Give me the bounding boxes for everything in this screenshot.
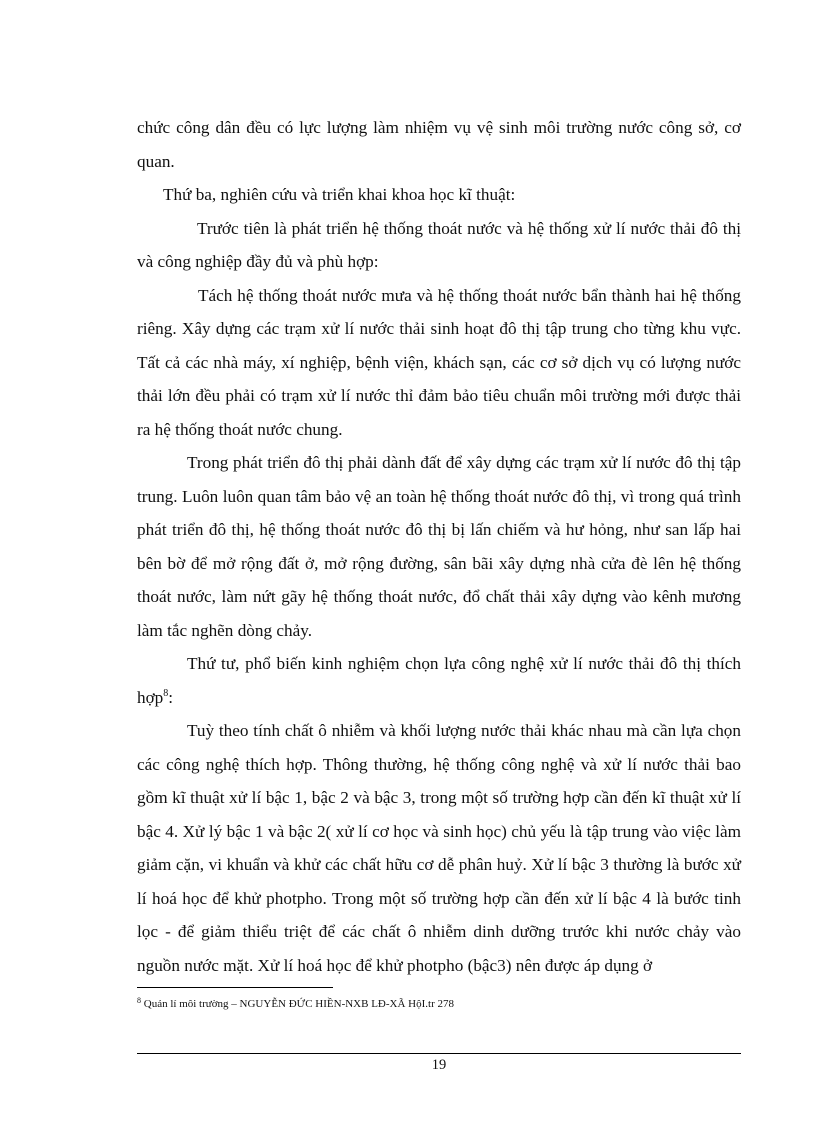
- footnote: [137, 997, 454, 1011]
- paragraph-6-text: Thứ tư, phổ biến kinh nghiệm chọn lựa công nghệ xử lí nước thải đô thị thích hợp: [137, 654, 741, 707]
- paragraph-7: Tuỳ theo tính chất ô nhiễm và khối lượng nước thải khác nhau mà cần lựa chọn các công nghệ thích hợp. Thông thường, hệ thống công nghệ và xử lí nước thải bao gồm kĩ thuật xử lí bậc 1, bậc 2 và bậc 3, trong một số trường hợp cần đến kĩ thuật xử lí bậc 4. Xử lý bậc 1 và bậc 2( xử lí cơ học và sinh học) chủ yếu là tập trung vào việc làm giảm cặn, vi khuẩn và khử các chất hữu cơ dễ phân huỷ. Xử lí bậc 3 thường là bước xử lí hoá học để khử photpho. Trong một số trường hợp cần đến xử lí bậc 4 là bước tinh lọc - để giảm thiểu triệt để các chất ô nhiễm dinh dưỡng trước khi nước chảy vào nguồn nước mặt. Xử lí hoá học để khử photpho (bậc3) nên được áp dụng ở: [137, 721, 741, 975]
- footnote-reference[interactable]: 8: [163, 687, 169, 699]
- footer-divider: [137, 1053, 741, 1054]
- footnote-marker: 8: [137, 996, 141, 1005]
- paragraph-6: [137, 647, 741, 714]
- footnote-text: Quản lí môi trường – NGUYỄN ĐỨC HIỀN-NXB LĐ-XÃ HộI.tr 278: [141, 998, 455, 1010]
- body-text: [137, 111, 741, 982]
- page-number: 19: [431, 1057, 447, 1073]
- paragraph-4: Tách hệ thống thoát nước mưa và hệ thống thoát nước bẩn thành hai hệ thống riêng. Xây dựng các trạm xử lí nước thải sinh hoạt đô thị tập trung cho từng khu vực. Tất cả các nhà máy, xí nghiệp, bệnh viện, khách sạn, các cơ sở dịch vụ có lượng nước thải lớn đều phải có trạm xử lí nước thỉ đảm bảo tiêu chuẩn môi trường mới được thải ra hệ thống thoát nước chung.: [137, 285, 741, 439]
- footnote-divider: [137, 987, 333, 988]
- paragraph-5: Trong phát triển đô thị phải dành đất để xây dựng các trạm xử lí nước đô thị tập trung. Luôn luôn quan tâm bảo vệ an toàn hệ thống thoát nước đô thị, vì trong quá trình phát triển đô thị, hệ thống thoát nước đô thị bị lấn chiếm và hư hỏng, như san lấp hai bên bờ để mở rộng đất ở, mở rộng đường, sân bãi xây dựng nhà cửa đè lên hệ thống thoát nước, làm nứt gãy hệ thống thoát nước, đổ chất thải xây dựng vào kênh mương làm tắc nghẽn dòng chảy.: [137, 453, 741, 640]
- paragraph-2: Thứ ba, nghiên cứu và triển khai khoa học kĩ thuật:: [163, 185, 516, 204]
- paragraph-1: chức công dân đều có lực lượng làm nhiệm vụ vệ sinh môi trường nước công sở, cơ quan.: [137, 118, 741, 171]
- paragraph-3: Trước tiên là phát triển hệ thống thoát nước và hệ thống xử lí nước thải đô thị và công nghiệp đầy đủ và phù hợp:: [137, 218, 741, 271]
- paragraph-6-colon: :: [168, 687, 174, 707]
